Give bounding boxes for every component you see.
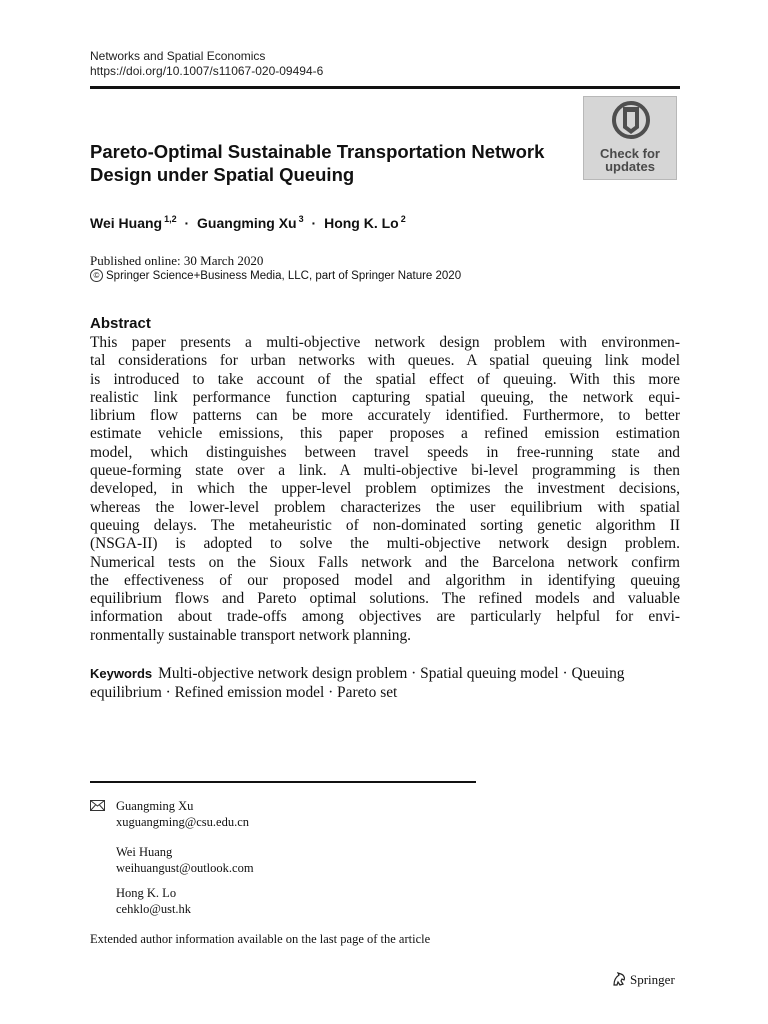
paper-title bbox=[90, 140, 570, 186]
copyright-icon: © bbox=[90, 269, 103, 282]
author-name[interactable]: Hong K. Lo bbox=[324, 215, 399, 231]
contact-name: Guangming Xu bbox=[116, 799, 194, 813]
abstract-line: Numerical tests on the Sioux Falls network and the Barcelona network confirm bbox=[90, 553, 680, 571]
abstract-line: equilibrium flows and Pareto optimal solutions. The refined models and valuable bbox=[90, 590, 680, 608]
springer-logo[interactable] bbox=[611, 971, 675, 989]
springer-horse-icon bbox=[611, 971, 627, 987]
abstract-line: tal considerations for urban networks with queues. A spatial queuing link model bbox=[90, 352, 680, 370]
author-affiliation: 2 bbox=[400, 214, 406, 224]
author-affiliation: 1,2 bbox=[164, 214, 177, 224]
envelope-icon bbox=[90, 800, 105, 811]
keywords-section bbox=[90, 664, 680, 702]
published-date: Published online: 30 March 2020 bbox=[90, 253, 264, 268]
badge-line-2: updates bbox=[605, 159, 655, 174]
contact-entry bbox=[116, 844, 254, 876]
title-line-1: Pareto-Optimal Sustainable Transportation Network bbox=[90, 141, 545, 162]
abstract-line: the effectiveness of our proposed model and algorithm in identifying queuing bbox=[90, 571, 680, 589]
contact-name: Wei Huang bbox=[116, 845, 173, 859]
extended-author-info: Extended author information available on the last page of the article bbox=[90, 932, 431, 946]
author-separator: · bbox=[184, 215, 190, 231]
footnote-rule bbox=[90, 781, 476, 783]
author-affiliation: 3 bbox=[298, 214, 304, 224]
doi-link[interactable]: https://doi.org/10.1007/s11067-020-09494-6 bbox=[90, 64, 324, 78]
contact-entry bbox=[116, 885, 191, 917]
keywords-line-1: Multi-objective network design problem · Spatial queuing model · Queuing bbox=[158, 665, 625, 682]
author-list bbox=[90, 209, 406, 233]
abstract-line: is introduced to take account of the spatial effect of queuing. With this more bbox=[90, 370, 680, 388]
author-name[interactable]: Guangming Xu bbox=[197, 215, 297, 231]
contact-email[interactable]: cehklo@ust.hk bbox=[116, 902, 192, 916]
author-separator: · bbox=[311, 215, 317, 231]
contact-entry bbox=[116, 798, 249, 830]
abstract-line: queuing delays. The metaheuristic of non-dominated sorting genetic algorithm II bbox=[90, 516, 680, 534]
abstract-line: (NSGA-II) is adopted to solve the multi-objective network design problem. bbox=[90, 535, 680, 553]
abstract-line: information about trade-offs among objectives are particularly helpful for envi- bbox=[90, 608, 680, 626]
abstract-line: This paper presents a multi-objective network design problem with environmen- bbox=[90, 334, 680, 351]
check-for-updates-badge[interactable] bbox=[583, 96, 677, 180]
abstract-line: whereas the lower-level problem characterizes the user equilibrium with spatial bbox=[90, 498, 680, 516]
abstract-line: model, which distinguishes between travel speeds in free-running state and bbox=[90, 443, 680, 461]
publisher-name: Springer bbox=[630, 972, 675, 987]
keywords-label: Keywords bbox=[90, 666, 153, 681]
contact-email[interactable]: weihuangust@outlook.com bbox=[116, 861, 254, 875]
abstract-line: realistic link performance function capturing spatial queuing, the network equi- bbox=[90, 388, 680, 406]
abstract-line: ronmentally sustainable transport network planning. bbox=[90, 626, 411, 644]
author-name[interactable]: Wei Huang bbox=[90, 215, 163, 231]
copyright-line bbox=[90, 268, 461, 284]
abstract-line: developed, in which the upper-level problem optimizes the investment decisions, bbox=[90, 480, 680, 498]
abstract-body bbox=[90, 334, 680, 645]
contact-email[interactable]: xuguangming@csu.edu.cn bbox=[116, 815, 250, 829]
abstract-line: estimate vehicle emissions, this paper proposes a refined emission estimation bbox=[90, 425, 680, 443]
badge-line-1: Check for bbox=[600, 146, 660, 161]
contact-name: Hong K. Lo bbox=[116, 886, 177, 900]
copyright-text: Springer Science+Business Media, LLC, part of Springer Nature 2020 bbox=[106, 270, 462, 282]
abstract-heading: Abstract bbox=[90, 315, 151, 332]
abstract-line: queue-forming state over a link. A multi-objective bi-level programming is then bbox=[90, 462, 680, 480]
header-rule bbox=[90, 86, 680, 89]
keywords-line-2: equilibrium · Refined emission model · Pareto set bbox=[90, 684, 398, 701]
abstract-line: librium flow patterns can be more accurately identified. Furthermore, to better bbox=[90, 407, 680, 425]
update-check-icon bbox=[612, 101, 650, 145]
title-line-2: Design under Spatial Queuing bbox=[90, 164, 355, 185]
journal-name: Networks and Spatial Economics bbox=[90, 49, 266, 63]
